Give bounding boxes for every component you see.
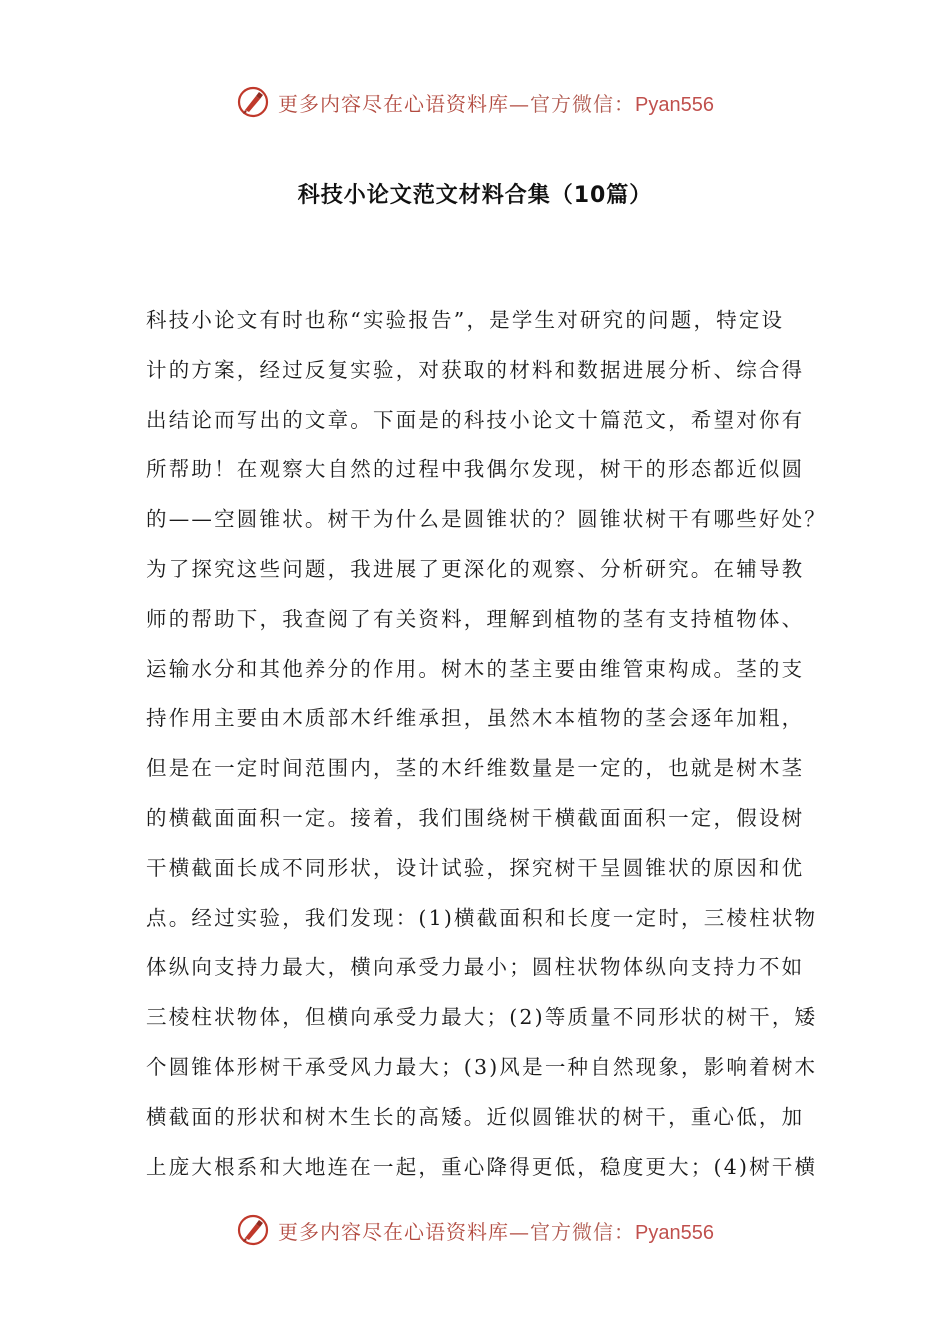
wechat-id: Pyan556 xyxy=(635,93,714,116)
body-line: 科技小论文有时也称“实验报告”，是学生对研究的问题，特定设 xyxy=(146,308,785,332)
pen-logo-icon xyxy=(236,85,270,119)
body-line: 个圆锥体形树干承受风力最大；(3)风是一种自然现象，影响着树木 xyxy=(146,1054,818,1079)
body-line: 师的帮助下，我查阅了有关资料，理解到植物的茎有支持植物体、 xyxy=(146,606,805,631)
banner-main-text: 更多内容尽在心语资料库 xyxy=(278,1219,510,1244)
body-line: 干横截面长成不同形状，设计试验，探究树干呈圆锥状的原因和优 xyxy=(146,855,805,880)
body-line: 三棱柱状物体，但横向承受力最大；(2)等质量不同形状的树干，矮 xyxy=(146,1005,818,1030)
banner-text xyxy=(278,1216,714,1245)
wechat-id: Pyan556 xyxy=(635,1221,714,1244)
wechat-label: 官方微信： xyxy=(530,1219,636,1244)
body-line: 计的方案，经过反复实验，对获取的材料和数据进展分析、综合得 xyxy=(146,357,805,382)
wechat-label: 官方微信： xyxy=(530,91,636,116)
banner-dash: — xyxy=(509,1219,531,1244)
body-line: 点。经过实验，我们发现：(1)横截面积和长度一定时，三棱柱状物 xyxy=(146,905,818,930)
banner-main-text: 更多内容尽在心语资料库 xyxy=(278,91,510,116)
document-title: 科技小论文范文材料合集（10篇） xyxy=(297,183,653,208)
footer-banner xyxy=(0,1210,950,1250)
body-line: 的横截面面积一定。接着，我们围绕树干横截面面积一定，假设树 xyxy=(146,805,805,830)
body-line: 横截面的形状和树木生长的高矮。近似圆锥状的树干，重心低，加 xyxy=(146,1104,805,1129)
header-banner xyxy=(0,82,950,122)
banner-text xyxy=(278,88,714,117)
body-line: 出结论而写出的文章。下面是的科技小论文十篇范文，希望对你有 xyxy=(146,407,805,432)
body-line: 体纵向支持力最大，横向承受力最小；圆柱状物体纵向支持力不如 xyxy=(146,955,805,980)
body-line: 但是在一定时间范围内，茎的木纤维数量是一定的，也就是树木茎 xyxy=(146,756,805,781)
body-line: 为了探究这些问题，我进展了更深化的观察、分析研究。在辅导教 xyxy=(146,556,805,581)
body-line: 持作用主要由木质部木纤维承担，虽然木本植物的茎会逐年加粗， xyxy=(146,706,805,731)
body-line: 运输水分和其他养分的作用。树木的茎主要由维管束构成。茎的支 xyxy=(146,656,805,681)
body-line: 的——空圆锥状。树干为什么是圆锥状的？圆锥状树干有哪些好处？ xyxy=(146,507,827,532)
body-line: 上庞大根系和大地连在一起，重心降得更低，稳度更大；(4)树干横 xyxy=(146,1154,818,1179)
body-line: 所帮助！在观察大自然的过程中我偶尔发现，树干的形态都近似圆 xyxy=(146,457,805,482)
pen-logo-icon xyxy=(236,1213,270,1247)
banner-dash: — xyxy=(509,91,531,116)
document-body xyxy=(146,296,846,1192)
